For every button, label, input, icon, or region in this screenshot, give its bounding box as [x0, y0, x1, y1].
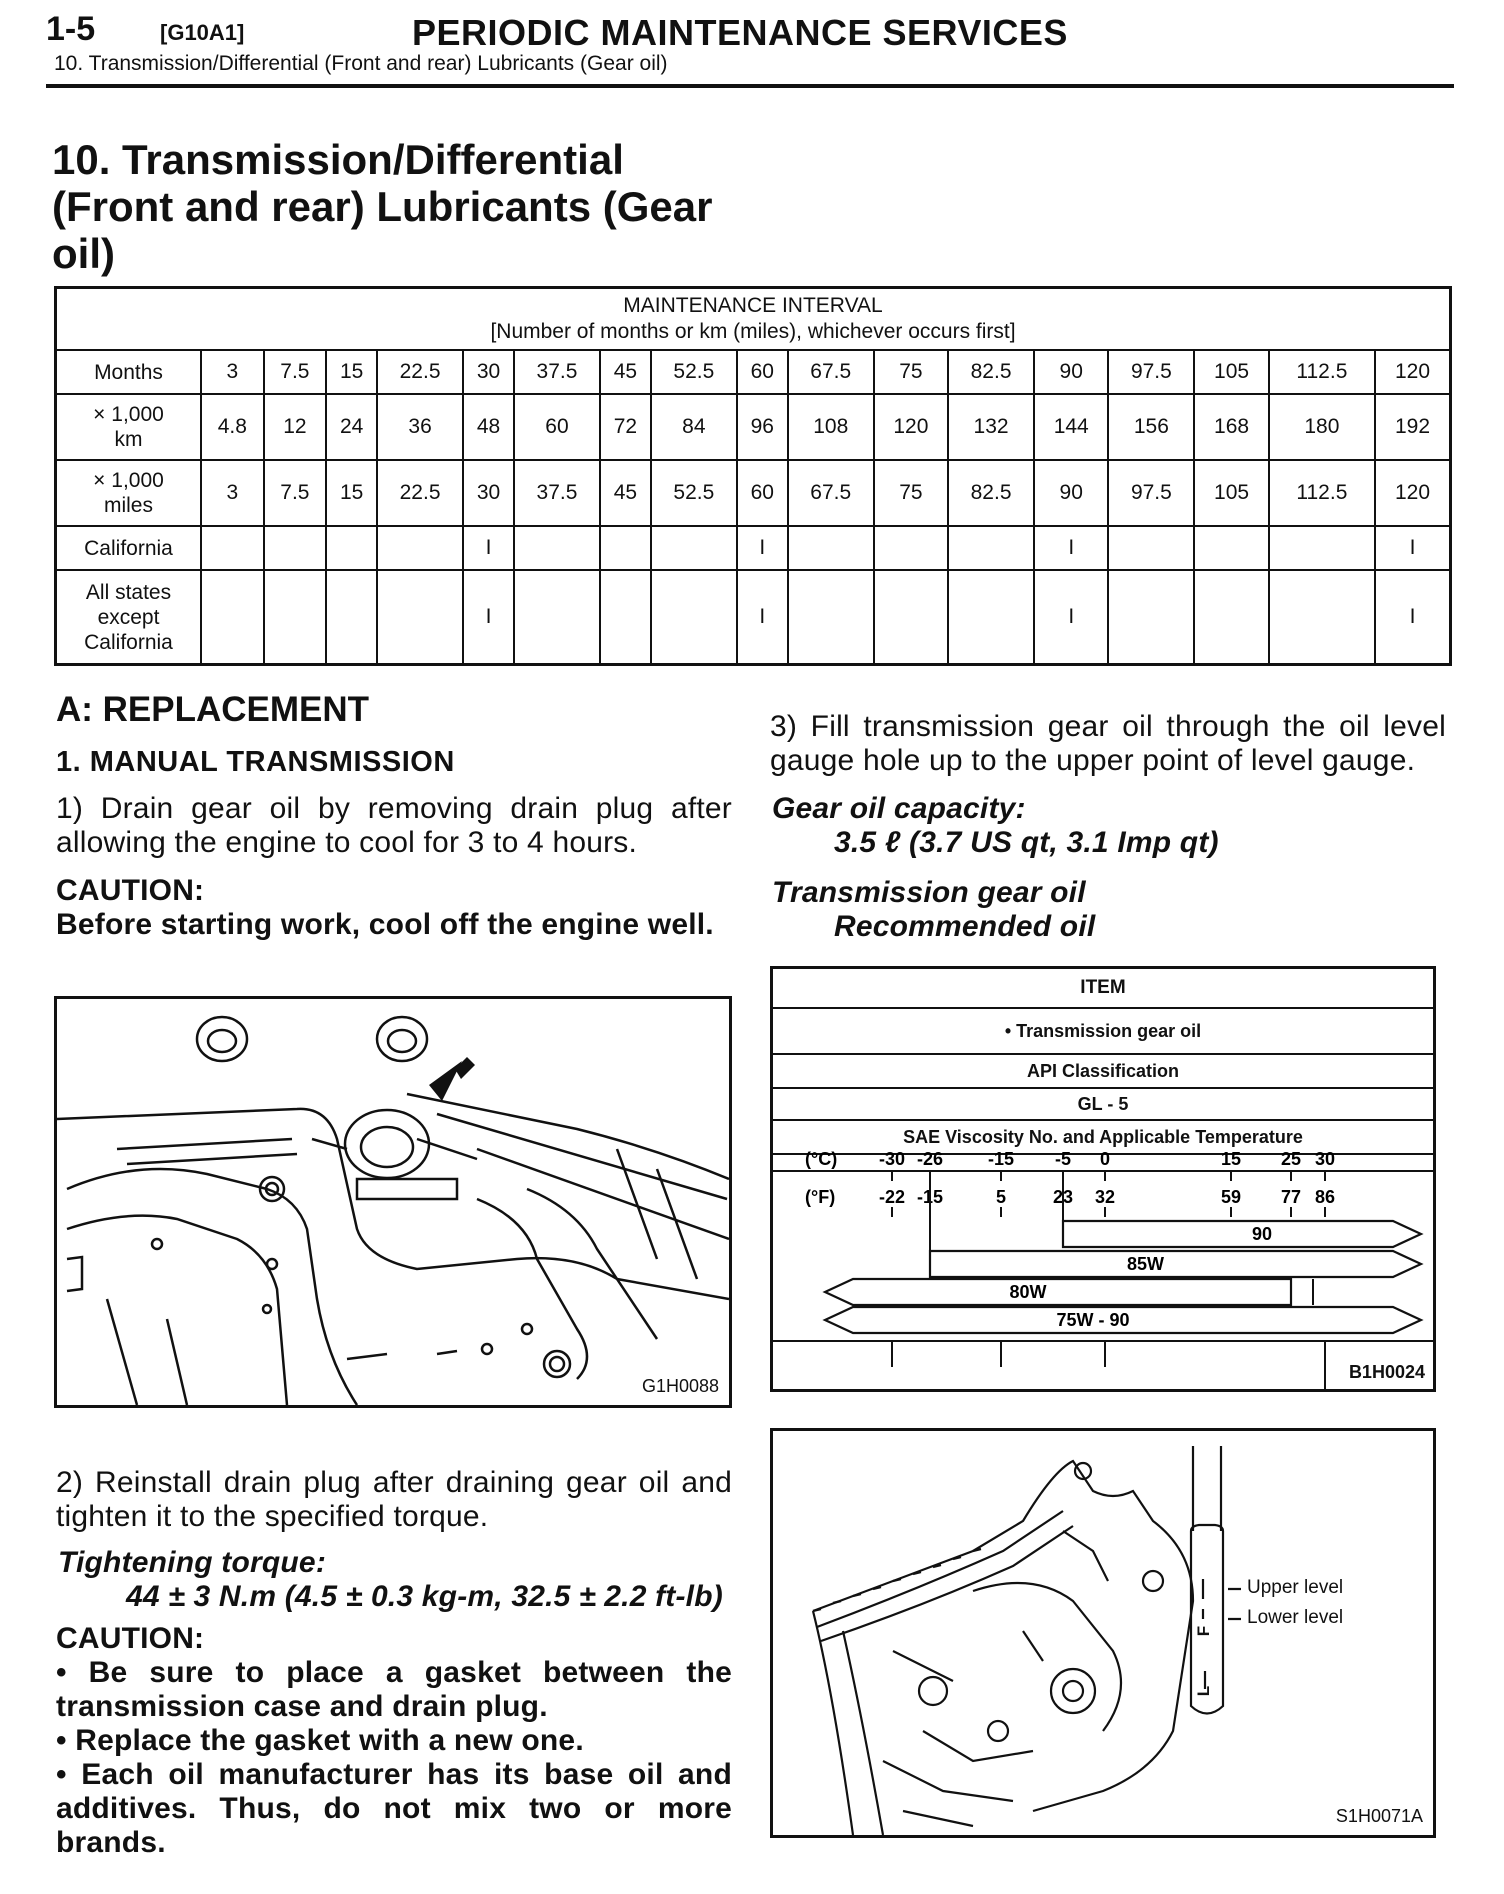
table-cell: 120 — [1375, 460, 1450, 526]
page-header-title: PERIODIC MAINTENANCE SERVICES — [412, 12, 1068, 53]
caution-2-label: CAUTION: — [56, 1622, 205, 1655]
table-cell: 112.5 — [1269, 460, 1375, 526]
table-cell: 3 — [201, 350, 264, 394]
figure-level-gauge — [770, 1428, 1436, 1838]
table-cell — [377, 526, 463, 570]
table-cell: 60 — [737, 460, 788, 526]
table-cell — [264, 570, 327, 665]
header-rule — [46, 84, 1454, 88]
heading-manual-transmission: 1. MANUAL TRANSMISSION — [56, 746, 455, 778]
caution-item: • Each oil manufacturer has its base oil and additives. Thus, do not mix two or more brands. — [56, 1758, 732, 1859]
table-cell: 97.5 — [1108, 460, 1194, 526]
api-value: GL - 5 — [773, 1088, 1433, 1120]
step-1-text: 1) Drain gear oil by removing drain plug after allowing the engine to cool for 3 to 4 hours. — [56, 792, 732, 859]
table-cell: 48 — [463, 394, 514, 460]
table-cell: 67.5 — [788, 350, 874, 394]
sae-label: SAE Viscosity No. and Applicable Temperature — [773, 1120, 1433, 1154]
table-cell: 168 — [1194, 394, 1268, 460]
caution-item: • Be sure to place a gasket between the transmission case and drain plug. — [56, 1656, 732, 1723]
table-cell: 82.5 — [948, 350, 1034, 394]
heading-replacement: A: REPLACEMENT — [56, 690, 370, 729]
celsius-tick-label: -5 — [1054, 1149, 1072, 1169]
table-cell — [1194, 526, 1268, 570]
torque-label: Tightening torque: — [58, 1546, 327, 1579]
table-cell — [1194, 570, 1268, 665]
page-header-subtitle: 10. Transmission/Differential (Front and rear) Lubricants (Gear oil) — [54, 52, 668, 75]
table-cell — [201, 570, 264, 665]
table-cell: I — [463, 570, 514, 665]
fahrenheit-tick-label: -15 — [916, 1187, 944, 1207]
table-cell — [264, 526, 327, 570]
table-cell — [651, 526, 737, 570]
caution-1-label: CAUTION: — [56, 874, 205, 907]
caution-2-list — [56, 1656, 732, 1860]
figure-code: B1H0024 — [1343, 1362, 1425, 1383]
table-cell: 36 — [377, 394, 463, 460]
table-row-km — [56, 394, 1451, 460]
table-cell: 4.8 — [201, 394, 264, 460]
table-cell: 30 — [463, 460, 514, 526]
drain-plug-illustration — [57, 999, 729, 1405]
transmission-illustration — [773, 1431, 1433, 1835]
row-label-line: California — [84, 630, 173, 654]
table-cell: I — [1375, 526, 1450, 570]
table-cell: 105 — [1194, 350, 1268, 394]
row-label: California — [56, 526, 202, 570]
table-cell: 75 — [874, 460, 948, 526]
table-cell: 12 — [264, 394, 327, 460]
table-cell: 108 — [788, 394, 874, 460]
viscosity-band — [1063, 1221, 1421, 1247]
table-row-months — [56, 350, 1451, 394]
table-cell: 22.5 — [377, 350, 463, 394]
table-cell — [600, 526, 651, 570]
table-cell: 15 — [326, 460, 377, 526]
table-cell — [201, 526, 264, 570]
row-label-line: All states — [85, 580, 172, 604]
table-cell — [326, 526, 377, 570]
temperature-band-chart — [773, 1145, 1433, 1389]
table-cell: 97.5 — [1108, 350, 1194, 394]
row-label-line: except — [97, 605, 160, 629]
gauge-letter-f: F — [1194, 1625, 1214, 1637]
table-cell: 180 — [1269, 394, 1375, 460]
table-cell: 45 — [600, 350, 651, 394]
row-label-line: × 1,000 — [93, 403, 164, 426]
viscosity-band-label: 75W - 90 — [1056, 1310, 1130, 1330]
celsius-tick-label: 30 — [1314, 1149, 1336, 1169]
row-label — [56, 460, 202, 526]
viscosity-band-label: 85W — [1126, 1254, 1165, 1274]
fahrenheit-tick-label: -22 — [878, 1187, 906, 1207]
table-cell: 75 — [874, 350, 948, 394]
table-cell: 120 — [1375, 350, 1450, 394]
upper-level-label: Upper level — [1247, 1577, 1344, 1598]
table-cell: 60 — [514, 394, 600, 460]
torque-value: 44 ± 3 N.m (4.5 ± 0.3 kg-m, 32.5 ± 2.2 ft-lb) — [126, 1580, 723, 1613]
table-header-line1: MAINTENANCE INTERVAL — [623, 294, 883, 317]
table-cell: 120 — [874, 394, 948, 460]
table-cell — [600, 570, 651, 665]
viscosity-band — [825, 1279, 1291, 1305]
api-label: API Classification — [773, 1054, 1433, 1088]
fahrenheit-tick-label: 23 — [1052, 1187, 1074, 1207]
celsius-unit: (°C) — [805, 1149, 838, 1169]
table-cell — [651, 570, 737, 665]
section-title-line: (Front and rear) Lubricants (Gear — [52, 183, 713, 230]
viscosity-band — [930, 1251, 1421, 1277]
table-cell: I — [1034, 570, 1108, 665]
fahrenheit-tick-label: 77 — [1280, 1187, 1302, 1207]
table-header — [56, 288, 1451, 351]
table-cell: 52.5 — [651, 460, 737, 526]
celsius-tick-label: -15 — [987, 1149, 1015, 1169]
recommended-oil-label: Recommended oil — [834, 910, 1096, 943]
table-cell — [514, 570, 600, 665]
oil-spec-table — [773, 969, 1433, 1155]
lower-level-label: Lower level — [1247, 1607, 1344, 1628]
row-label-line: km — [114, 428, 143, 451]
table-cell: 67.5 — [788, 460, 874, 526]
capacity-value: 3.5 ℓ (3.7 US qt, 3.1 Imp qt) — [834, 826, 1219, 859]
table-cell: 24 — [326, 394, 377, 460]
oil-viscosity-chart — [770, 966, 1436, 1392]
table-cell: I — [1375, 570, 1450, 665]
table-cell: I — [737, 570, 788, 665]
row-label — [56, 570, 202, 665]
table-cell: 90 — [1034, 350, 1108, 394]
section-title — [52, 136, 772, 277]
gauge-letter-l: L — [1194, 1685, 1214, 1697]
item-label: ITEM — [773, 969, 1433, 1008]
figure-code: G1H0088 — [641, 1376, 719, 1396]
table-cell: 45 — [600, 460, 651, 526]
caution-1-text: Before starting work, cool off the engine well. — [56, 908, 714, 941]
celsius-tick-label: -26 — [916, 1149, 944, 1169]
table-cell: 82.5 — [948, 460, 1034, 526]
table-cell — [514, 526, 600, 570]
table-cell — [377, 570, 463, 665]
table-cell — [874, 570, 948, 665]
row-label-line: miles — [103, 494, 153, 517]
oil-type-label: Transmission gear oil — [772, 876, 1086, 909]
table-cell: 37.5 — [514, 460, 600, 526]
table-cell: 30 — [463, 350, 514, 394]
table-row-miles — [56, 460, 1451, 526]
section-title-line: oil) — [52, 230, 115, 277]
table-cell: 15 — [326, 350, 377, 394]
fahrenheit-tick-label: 86 — [1314, 1187, 1336, 1207]
row-label-line: × 1,000 — [93, 469, 164, 492]
viscosity-band-label: 90 — [1251, 1224, 1273, 1244]
section-title-line: 10. Transmission/Differential — [52, 136, 624, 183]
table-cell: 3 — [201, 460, 264, 526]
fahrenheit-tick-label: 5 — [995, 1187, 1007, 1207]
celsius-tick-label: 0 — [1099, 1149, 1111, 1169]
row-label: Months — [56, 350, 202, 394]
step-3-text: 3) Fill transmission gear oil through the oil level gauge hole up to the upper point of level gauge. — [770, 710, 1446, 777]
table-cell: 105 — [1194, 460, 1268, 526]
table-cell — [788, 526, 874, 570]
celsius-tick-label: 15 — [1220, 1149, 1242, 1169]
table-cell — [1269, 570, 1375, 665]
table-cell: 84 — [651, 394, 737, 460]
table-cell: 90 — [1034, 460, 1108, 526]
table-cell — [1108, 570, 1194, 665]
capacity-label: Gear oil capacity: — [772, 792, 1026, 825]
table-row-california — [56, 526, 1451, 570]
table-cell: 60 — [737, 350, 788, 394]
table-cell — [948, 570, 1034, 665]
table-cell — [788, 570, 874, 665]
section-code: [G10A1] — [160, 20, 245, 45]
caution-item: • Replace the gasket with a new one. — [56, 1724, 584, 1757]
table-cell: 132 — [948, 394, 1034, 460]
step-2-text: 2) Reinstall drain plug after draining gear oil and tighten it to the specified torque. — [56, 1466, 732, 1533]
table-cell: 192 — [1375, 394, 1450, 460]
viscosity-band-label: 80W — [1009, 1282, 1047, 1302]
table-cell: 22.5 — [377, 460, 463, 526]
table-cell: 37.5 — [514, 350, 600, 394]
table-cell: 96 — [737, 394, 788, 460]
table-cell: I — [463, 526, 514, 570]
figure-drain-plug — [54, 996, 732, 1408]
table-header-line2: [Number of months or km (miles), whichever occurs first] — [490, 320, 1016, 343]
table-cell: 112.5 — [1269, 350, 1375, 394]
row-label — [56, 394, 202, 460]
table-cell: 7.5 — [264, 350, 327, 394]
table-cell — [326, 570, 377, 665]
celsius-tick-label: -30 — [878, 1149, 906, 1169]
table-cell — [1108, 526, 1194, 570]
table-cell: 52.5 — [651, 350, 737, 394]
maintenance-interval-table — [54, 286, 1452, 666]
fahrenheit-tick-label: 32 — [1094, 1187, 1116, 1207]
fahrenheit-tick-label: 59 — [1220, 1187, 1242, 1207]
table-cell: I — [1034, 526, 1108, 570]
table-cell: I — [737, 526, 788, 570]
table-cell — [874, 526, 948, 570]
table-cell: 144 — [1034, 394, 1108, 460]
table-cell: 72 — [600, 394, 651, 460]
table-cell — [948, 526, 1034, 570]
table-row-all-states — [56, 570, 1451, 665]
table-cell — [1269, 526, 1375, 570]
page-number: 1-5 — [46, 10, 96, 48]
item-value: • Transmission gear oil — [773, 1008, 1433, 1054]
figure-code: S1H0071A — [1335, 1806, 1423, 1826]
fahrenheit-unit: (°F) — [805, 1187, 836, 1207]
table-cell: 7.5 — [264, 460, 327, 526]
celsius-tick-label: 25 — [1280, 1149, 1302, 1169]
table-cell: 156 — [1108, 394, 1194, 460]
